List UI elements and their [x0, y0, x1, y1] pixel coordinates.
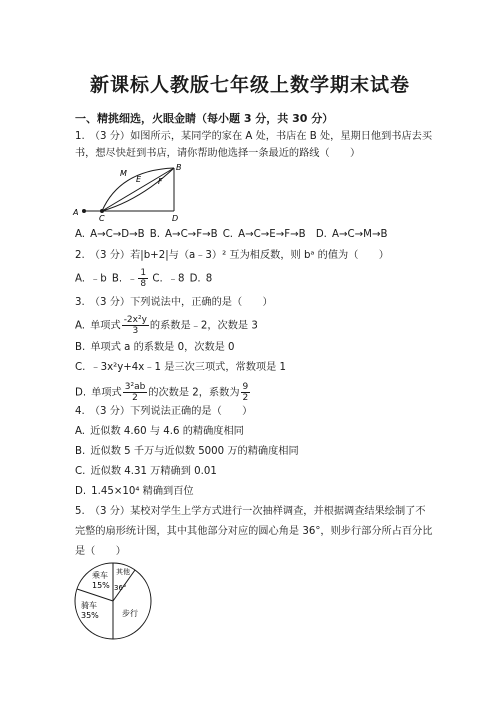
q1-stem-line1: 1. （3 分）如图所示，某同学的家在 A 处，书店在 B 处，星期日他到书店去买: [75, 131, 433, 142]
q2-options-suffix: C. ﹣8 D. 8: [152, 273, 213, 285]
q3-d-coefficient: [241, 382, 251, 403]
pie-divider-left: [77, 589, 113, 601]
q1-options: A. A→C→D→B B. A→C→F→B C. A→C→E→F→B D. A→C→M→B: [75, 229, 388, 240]
point-c: [100, 209, 104, 213]
label-b: B: [176, 163, 182, 172]
label-d: D: [172, 214, 179, 222]
section-heading: 一、精挑细选，火眼金睛（每小题 3 分，共 30 分）: [75, 112, 334, 125]
q5-stem-line2: 完整的扇形统计图，其中其他部分对应的圆心角是 36°，则步行部分所占百分比: [75, 526, 433, 537]
q4-option-b: B. 近似数 5 千万与近似数 5000 万的精确度相同: [75, 446, 299, 457]
q3-d-fraction: [123, 382, 148, 403]
q3-a-fraction: [122, 315, 149, 336]
q2-frac-den: 8: [140, 279, 147, 289]
label-m: M: [120, 169, 127, 178]
q3-a-den: 3: [132, 326, 139, 336]
q5-stem-line1: 5. （3 分）某校对学生上学方式进行一次抽样调查，并根据调查结果绘制了不: [75, 506, 426, 517]
q2-options-prefix: A. ﹣b B. ﹣: [75, 273, 138, 285]
label-f: F: [158, 177, 163, 186]
page-title: 新课标人教版七年级上数学期末试卷: [89, 74, 410, 96]
q2-stem: 2. （3 分）若|b+2|与（a﹣3）² 互为相反数，则 bᵃ 的值为（ ）: [75, 250, 389, 261]
q4-option-d: D. 1.45×10⁴ 精确到百位: [75, 486, 194, 497]
q3-d-den2: 2: [242, 393, 249, 403]
q3-d-den: 2: [132, 393, 138, 403]
q4-option-a: A. 近似数 4.60 与 4.6 的精确度相同: [75, 426, 244, 437]
q3-a-prefix: A. 单项式: [75, 320, 121, 332]
q5-stem-line3: 是（ ）: [75, 546, 126, 557]
q4-stem: 4. （3 分）下列说法正确的是（ ）: [75, 406, 253, 417]
q2-frac-num: 1: [140, 268, 147, 278]
q5-pie-chart: [72, 560, 154, 642]
q4-option-c: C. 近似数 4.31 万精确到 0.01: [75, 466, 217, 477]
pie-label-qita: 其他: [116, 568, 130, 576]
pie-label-qiche-pct: 35%: [81, 611, 99, 620]
pie-label-buxing: 步行: [122, 609, 138, 618]
label-e: E: [136, 175, 142, 184]
q3-option-a: [75, 315, 258, 336]
q3-option-b: B. 单项式 a 的系数是 0，次数是 0: [75, 342, 235, 353]
q2-options: [75, 268, 212, 289]
pie-label-qita-angle: 36°: [114, 584, 127, 592]
q3-a-num: -2x²y: [123, 315, 147, 325]
q2-fraction: [138, 268, 148, 289]
q3-option-c: C. ﹣3x²y+4x﹣1 是三次三项式，常数项是 1: [75, 362, 286, 373]
q3-a-suffix: 的系数是﹣2，次数是 3: [149, 320, 258, 332]
q3-d-prefix: D. 单项式: [75, 387, 122, 399]
pie-label-chengche-pct: 15%: [92, 581, 110, 590]
q1-stem-line2: 书，想尽快赶到书店，请你帮助他选择一条最近的路线（ ）: [75, 148, 361, 159]
label-a: A: [73, 208, 79, 217]
q3-d-num: 3²ab: [124, 382, 146, 392]
pie-label-chengche: 乘车: [92, 571, 108, 580]
pie-label-qiche: 骑车: [81, 601, 97, 610]
q3-d-num2: 9: [242, 382, 249, 392]
q3-stem: 3. （3 分）下列说法中，正确的是（ ）: [75, 297, 273, 308]
q3-option-d: [75, 382, 251, 403]
q1-route-figure: [70, 160, 190, 222]
label-c: C: [99, 214, 105, 222]
point-a: [82, 209, 86, 213]
q3-d-middle: 的次数是 2，系数为: [148, 387, 240, 399]
